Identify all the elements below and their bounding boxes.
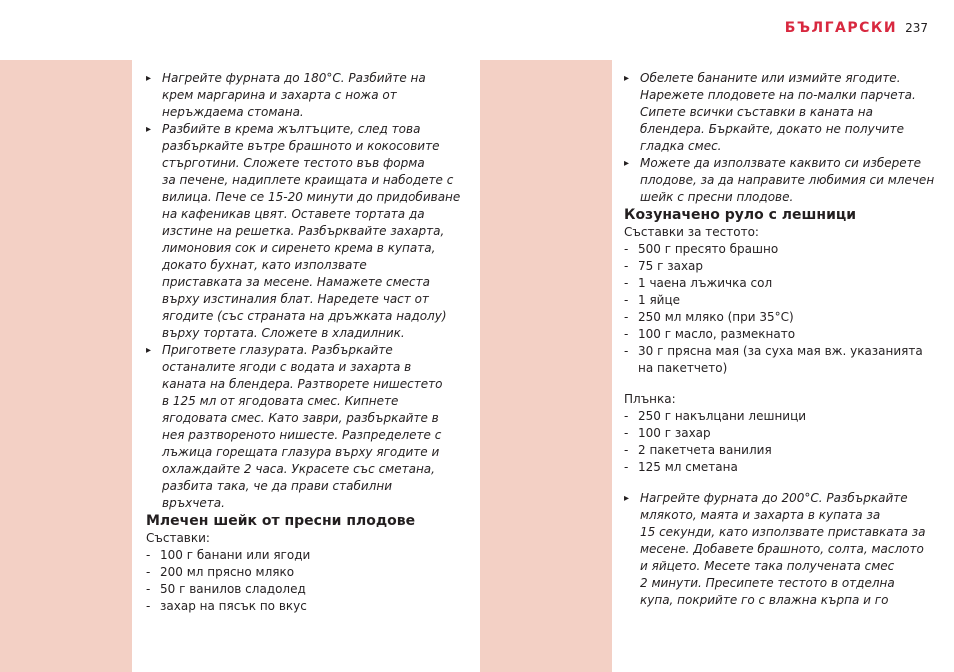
ingredient-item bbox=[624, 343, 940, 377]
ingredient-item bbox=[624, 309, 940, 326]
ingredient-item-line: - 250 г накълцани лешници bbox=[638, 409, 807, 423]
ingredient-item bbox=[624, 442, 940, 459]
instruction-bullet-line: Нарежете плодовете на по-малки парчета. bbox=[640, 88, 916, 102]
page-header bbox=[785, 20, 928, 36]
instruction-bullet-line: ▸ Пригответе глазурата. Разбъркайте bbox=[162, 343, 393, 357]
instruction-bullet-line: неръждаема стомана. bbox=[162, 105, 304, 119]
ingredient-item bbox=[624, 459, 940, 476]
ingredient-item-line: на пакетчето) bbox=[638, 361, 728, 375]
instruction-bullet-line: на кафеникав цвят. Оставете тортата да bbox=[162, 207, 425, 221]
instruction-bullet-line: Сипете всички съставки в каната на bbox=[640, 105, 874, 119]
instruction-bullet-line: изстине на решетка. Разбърквайте захарта, bbox=[162, 224, 445, 238]
instruction-bullet-line: ягодите (със страната на дръжката надолу) bbox=[162, 309, 447, 323]
instruction-bullet-line: приставката за месене. Намажете сместа bbox=[162, 275, 430, 289]
instruction-bullet-line: ягодовата смес. Като заври, разбъркайте в bbox=[162, 411, 439, 425]
ingredients-list bbox=[146, 547, 464, 615]
instruction-bullet-line: нея разтвореното нишесте. Разпределете с bbox=[162, 428, 442, 442]
instruction-bullet bbox=[146, 121, 464, 342]
instruction-bullet-line: 2 минути. Пресипете тестото в отделна bbox=[640, 576, 895, 590]
ingredient-item bbox=[624, 292, 940, 309]
instruction-bullet bbox=[624, 155, 940, 206]
ingredient-item bbox=[146, 598, 464, 615]
ingredient-item-line: - 50 г ванилов сладолед bbox=[160, 582, 306, 596]
ingredient-item bbox=[146, 547, 464, 564]
instruction-bullet-line: блендера. Бъркайте, докато не получите bbox=[640, 122, 904, 136]
instruction-bullet-line: останалите ягоди с водата и захарта в bbox=[162, 360, 412, 374]
middle-margin-band bbox=[480, 60, 612, 672]
instruction-bullet-line: разбита така, че да прави стабилни bbox=[162, 479, 392, 493]
instruction-bullet-line: за печене, надиплете краищата и набодете с bbox=[162, 173, 454, 187]
instruction-bullet bbox=[146, 342, 464, 512]
dough-ingredients-label: Съставки за тестото: bbox=[624, 225, 759, 239]
ingredient-item bbox=[624, 425, 940, 442]
instruction-bullet-line: вилица. Пече се 15-20 минути до придобиване bbox=[162, 190, 461, 204]
instruction-bullet-line: 15 секунди, като използвате приставката за bbox=[640, 525, 926, 539]
instruction-bullet bbox=[146, 70, 464, 121]
ingredient-item bbox=[624, 275, 940, 292]
instruction-bullet-line: ▸ Можете да използвате каквито си изберете bbox=[640, 156, 921, 170]
left-margin-band bbox=[0, 60, 132, 672]
page-number: 237 bbox=[905, 21, 928, 35]
instruction-bullet-line: купа, покрийте го с влажна кърпа и го bbox=[640, 593, 889, 607]
instruction-bullet-line: ▸ Нагрейте фурната до 180°C. Разбийте на bbox=[162, 71, 426, 85]
instruction-bullet-line: ▸ Разбийте в крема жълтъците, след това bbox=[162, 122, 421, 136]
section-title-roll: Козуначено руло с лешници bbox=[624, 207, 857, 223]
ingredients-label: Съставки: bbox=[146, 531, 210, 545]
ingredient-item-line: - 125 мл сметана bbox=[638, 460, 738, 474]
instruction-bullet-line: разбъркайте вътре брашното и кокосовите bbox=[162, 139, 440, 153]
ingredient-item bbox=[624, 241, 940, 258]
instruction-bullet-line: лъжица горещата глазура върху ягодите и bbox=[162, 445, 440, 459]
ingredient-item-line: - 30 г прясна мая (за суха мая вж. указанията bbox=[638, 344, 923, 358]
ingredient-item-line: - 200 мл прясно мляко bbox=[160, 565, 295, 579]
instruction-bullet-line: ▸ Нагрейте фурната до 200°C. Разбъркайте bbox=[640, 491, 908, 505]
ingredient-item-line: - 2 пакетчета ванилия bbox=[638, 443, 772, 457]
ingredient-item-line: - 100 г захар bbox=[638, 426, 711, 440]
right-column bbox=[624, 70, 940, 609]
filling-label: Плънка: bbox=[624, 392, 676, 406]
instruction-bullet bbox=[624, 490, 940, 609]
ingredient-item-line: - захар на пясък по вкус bbox=[160, 599, 307, 613]
instruction-bullet-line: гладка смес. bbox=[640, 139, 722, 153]
instruction-bullet-line: шейк с пресни плодове. bbox=[640, 190, 794, 204]
right-instructions bbox=[624, 70, 940, 206]
instruction-bullet-line: връхчета. bbox=[162, 496, 225, 510]
instruction-bullet-line: лимоновия сок и сиренето крема в купата, bbox=[162, 241, 436, 255]
ingredient-item-line: - 250 мл мляко (при 35°C) bbox=[638, 310, 794, 324]
instruction-bullet-line: стърготини. Сложете тестото във форма bbox=[162, 156, 425, 170]
ingredient-item-line: - 500 г пресято брашно bbox=[638, 242, 779, 256]
instruction-bullet-line: охлаждайте 2 часа. Украсете със сметана, bbox=[162, 462, 435, 476]
instruction-bullet-line: върху изстиналия блат. Наредете част от bbox=[162, 292, 429, 306]
instruction-bullet-line: месене. Добавете брашното, солта, маслото bbox=[640, 542, 924, 556]
left-instructions bbox=[146, 70, 464, 512]
dough-ingredients-list bbox=[624, 241, 940, 377]
ingredient-item bbox=[624, 258, 940, 275]
language-label: БЪЛГАРСКИ bbox=[784, 20, 898, 36]
ingredient-item-line: - 1 яйце bbox=[638, 293, 681, 307]
ingredient-item bbox=[146, 564, 464, 581]
ingredient-item-line: - 100 г масло, размекнато bbox=[638, 327, 796, 341]
instruction-bullet-line: ▸ Обелете бананите или измийте ягодите. bbox=[640, 71, 901, 85]
section-title-milkshake: Млечен шейк от пресни плодове bbox=[146, 513, 416, 529]
ingredient-item bbox=[146, 581, 464, 598]
roll-instructions bbox=[624, 490, 940, 609]
filling-ingredients-list bbox=[624, 408, 940, 476]
instruction-bullet-line: плодове, за да направите любимия си млечен bbox=[640, 173, 935, 187]
instruction-bullet bbox=[624, 70, 940, 155]
ingredient-item-line: - 100 г банани или ягоди bbox=[160, 548, 311, 562]
instruction-bullet-line: върху тортата. Сложете в хладилник. bbox=[162, 326, 405, 340]
ingredient-item bbox=[624, 326, 940, 343]
ingredient-item bbox=[624, 408, 940, 425]
instruction-bullet-line: в 125 мл от ягодовата смес. Кипнете bbox=[162, 394, 399, 408]
ingredient-item-line: - 75 г захар bbox=[638, 259, 704, 273]
ingredient-item-line: - 1 чаена лъжичка сол bbox=[638, 276, 773, 290]
instruction-bullet-line: докато бухнат, като използвате bbox=[162, 258, 367, 272]
instruction-bullet-line: и яйцето. Месете така получената смес bbox=[640, 559, 895, 573]
instruction-bullet-line: крем маргарина и захарта с ножа от bbox=[162, 88, 397, 102]
instruction-bullet-line: млякото, маята и захарта в купата за bbox=[640, 508, 881, 522]
left-column bbox=[146, 70, 464, 615]
instruction-bullet-line: каната на блендера. Разтворете нишестето bbox=[162, 377, 443, 391]
